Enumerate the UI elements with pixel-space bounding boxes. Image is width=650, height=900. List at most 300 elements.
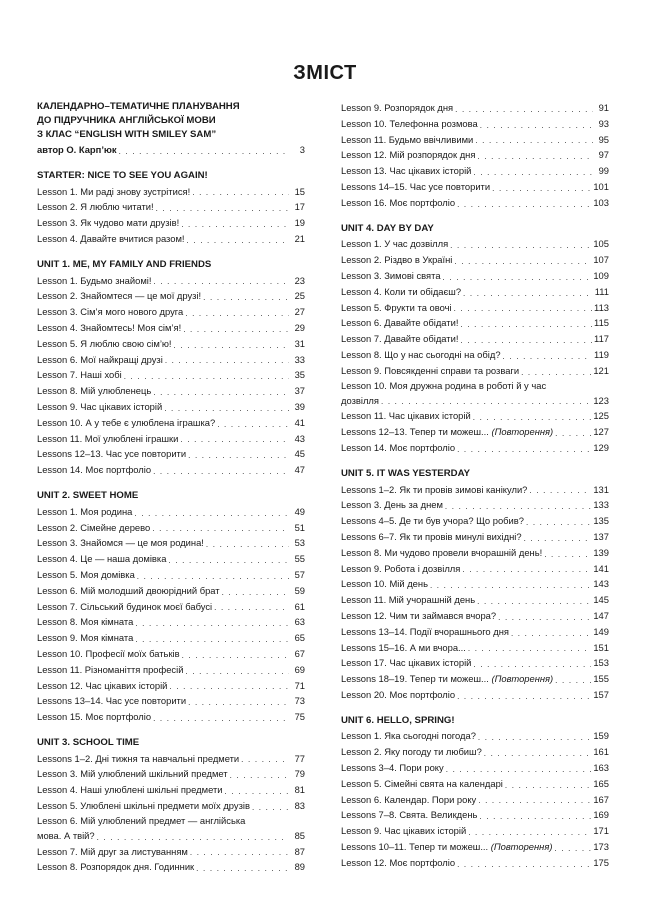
leader-dots bbox=[97, 831, 289, 844]
leader-dots bbox=[511, 627, 591, 640]
toc-entry[interactable] bbox=[341, 179, 609, 195]
leader-dots bbox=[526, 516, 591, 529]
entry-title: Lesson 5. Фрукти та овочі bbox=[341, 301, 452, 313]
entry-page: 61 bbox=[294, 600, 305, 612]
leader-dots bbox=[135, 633, 289, 646]
leader-dots bbox=[454, 302, 592, 315]
toc-entry[interactable] bbox=[37, 520, 305, 536]
entry-title: Lesson 2. Яку погоду ти любиш? bbox=[341, 746, 482, 758]
entry-title: Lessons 10–11. Тепер ти можеш... (Повторення) bbox=[341, 841, 553, 853]
leader-dots bbox=[188, 449, 289, 462]
entry-title: Lesson 3. Мій улюблений шкільний предмет bbox=[37, 768, 228, 780]
toc-left-column bbox=[37, 100, 305, 875]
leader-dots bbox=[463, 287, 593, 300]
entry-title: Lesson 10. А у тебе є улюблена іграшка? bbox=[37, 416, 216, 428]
toc-entry[interactable] bbox=[341, 315, 609, 331]
leader-dots bbox=[241, 753, 289, 766]
entry-page: 149 bbox=[593, 625, 609, 637]
leader-dots bbox=[529, 484, 591, 497]
entry-title: Lesson 6. Мої найкращі друзі bbox=[37, 353, 163, 365]
entry-title: Lesson 2. Різдво в Україні bbox=[341, 254, 453, 266]
entry-page: 79 bbox=[294, 768, 305, 780]
entry-title: Lesson 7. Мій друг за листуванням bbox=[37, 845, 188, 857]
leader-dots bbox=[521, 366, 591, 379]
entry-title: Lesson 6. Календар. Пори року bbox=[341, 793, 477, 805]
toc-section bbox=[341, 466, 609, 703]
toc-section bbox=[341, 221, 609, 456]
leader-dots bbox=[252, 801, 289, 814]
entry-title: Lesson 4. Знайомтесь! Моя сім’я! bbox=[37, 321, 182, 333]
entry-page: 107 bbox=[593, 254, 609, 266]
section-heading: UNIT 3. SCHOOL TIME bbox=[37, 736, 140, 748]
entry-title: Lesson 9. Повсякденні справи та розваги bbox=[341, 364, 520, 376]
entry-title: Lesson 4. Коли ти обідаєш? bbox=[341, 285, 462, 297]
toc-entry[interactable] bbox=[341, 671, 609, 687]
entry-title: Lesson 4. Це — наша домівка bbox=[37, 553, 167, 565]
leader-dots bbox=[460, 334, 592, 347]
leader-dots bbox=[230, 769, 289, 782]
entry-title: Lesson 5. Я люблю свою сім’ю! bbox=[37, 337, 172, 349]
entry-title: Lesson 1. Яка сьогодні погода? bbox=[341, 730, 476, 742]
leader-dots bbox=[174, 339, 289, 352]
entry-page: 157 bbox=[593, 688, 609, 700]
toc-section bbox=[37, 257, 305, 478]
entry-title-line: Lesson 6. Мій улюблений предмет — англійська bbox=[37, 814, 246, 826]
entry-page: 131 bbox=[593, 483, 609, 495]
leader-dots bbox=[473, 166, 593, 179]
toc-entry[interactable] bbox=[37, 462, 305, 478]
entry-title: Lesson 9. Моя кімната bbox=[37, 632, 134, 644]
intro-line: З КЛАС “ENGLISH WITH SMILEY SAM” bbox=[37, 129, 217, 140]
entry-title: Lesson 10. Професії моїх батьків bbox=[37, 647, 180, 659]
leader-dots bbox=[153, 275, 289, 288]
entry-page: 137 bbox=[593, 530, 609, 542]
toc-section bbox=[341, 100, 609, 211]
section-heading: UNIT 1. ME, MY FAMILY AND FRIENDS bbox=[37, 258, 212, 270]
leader-dots bbox=[492, 182, 591, 195]
entry-page: 81 bbox=[294, 784, 305, 796]
toc-entry[interactable] bbox=[37, 504, 305, 520]
toc-entry[interactable] bbox=[37, 828, 305, 844]
toc-entry[interactable] bbox=[341, 744, 609, 760]
leader-dots bbox=[446, 763, 592, 776]
entry-page: 55 bbox=[294, 553, 305, 565]
entry-page: 63 bbox=[294, 616, 305, 628]
toc-entry[interactable] bbox=[341, 100, 609, 116]
toc-entry[interactable] bbox=[37, 431, 305, 447]
toc-entry[interactable] bbox=[37, 231, 305, 247]
toc-entry[interactable] bbox=[341, 440, 609, 456]
entry-title: Lessons 6–7. Як ти провів минулі вихідні? bbox=[341, 530, 522, 542]
leader-dots bbox=[124, 370, 289, 383]
leader-dots bbox=[188, 696, 289, 709]
entry-title: Lesson 11. Різноманіття професій bbox=[37, 663, 184, 675]
leader-dots bbox=[468, 826, 591, 839]
toc-entry[interactable] bbox=[37, 844, 305, 860]
entry-title: Lesson 1. Будьмо знайомі! bbox=[37, 274, 152, 286]
leader-dots bbox=[185, 665, 289, 678]
entry-title: Lesson 2. Сімейне дерево bbox=[37, 521, 151, 533]
entry-page: 133 bbox=[593, 499, 609, 511]
toc-entry[interactable] bbox=[341, 236, 609, 252]
leader-dots bbox=[503, 350, 593, 363]
entry-page: 111 bbox=[594, 285, 609, 297]
leader-dots bbox=[473, 411, 592, 424]
entry-title: дозвілля bbox=[341, 394, 379, 406]
toc-entry[interactable] bbox=[37, 446, 305, 462]
toc-entry[interactable] bbox=[37, 367, 305, 383]
leader-dots bbox=[153, 386, 289, 399]
toc-entry[interactable] bbox=[37, 551, 305, 567]
toc-section bbox=[37, 488, 305, 725]
toc-entry[interactable] bbox=[341, 284, 609, 300]
entry-note: (Повторення) bbox=[491, 673, 554, 685]
leader-dots bbox=[206, 538, 289, 551]
toc-entry[interactable] bbox=[37, 630, 305, 646]
leader-dots bbox=[479, 810, 591, 823]
leader-dots bbox=[152, 522, 289, 535]
entry-page: 47 bbox=[294, 464, 305, 476]
leader-dots bbox=[119, 145, 289, 158]
entry-page: 139 bbox=[593, 546, 609, 558]
entry-page: 119 bbox=[594, 348, 609, 360]
entry-title: Lesson 9. Робота і дозвілля bbox=[341, 562, 461, 574]
entry-page: 59 bbox=[294, 584, 305, 596]
leader-dots bbox=[164, 402, 289, 415]
toc-entry[interactable] bbox=[37, 599, 305, 615]
entry-page: 15 bbox=[294, 185, 305, 197]
entry-page: 109 bbox=[593, 269, 609, 281]
toc-entry[interactable] bbox=[341, 363, 609, 379]
toc-entry[interactable] bbox=[341, 393, 609, 409]
toc-entry[interactable] bbox=[341, 807, 609, 823]
toc-entry[interactable] bbox=[341, 408, 609, 424]
leader-dots bbox=[455, 103, 593, 116]
entry-note: (Повторення) bbox=[491, 426, 554, 438]
entry-page: 89 bbox=[294, 861, 305, 873]
toc-entry[interactable] bbox=[37, 751, 305, 767]
entry-title: Lesson 4. Наші улюблені шкільні предмети bbox=[37, 784, 223, 796]
entry-page: 83 bbox=[294, 800, 305, 812]
entry-page: 95 bbox=[598, 133, 609, 145]
toc-entry[interactable] bbox=[37, 782, 305, 798]
toc-entry[interactable] bbox=[341, 576, 609, 592]
entry-page: 153 bbox=[593, 657, 609, 669]
entry-title: Lesson 5. Сімейні свята на календарі bbox=[341, 777, 503, 789]
entry-page: 33 bbox=[294, 353, 305, 365]
entry-title: Lesson 1. Моя родина bbox=[37, 505, 133, 517]
entry-title: Lesson 3. Зимові свята bbox=[341, 269, 441, 281]
entry-page: 57 bbox=[294, 568, 305, 580]
toc-entry[interactable] bbox=[37, 766, 305, 782]
page-title: ЗМІСТ bbox=[293, 62, 357, 84]
toc-entry[interactable] bbox=[341, 655, 609, 671]
leader-dots bbox=[222, 586, 289, 599]
leader-dots bbox=[450, 239, 591, 252]
entry-page: 159 bbox=[593, 730, 609, 742]
entry-title: Lessons 7–8. Свята. Великдень bbox=[341, 809, 478, 821]
entry-title: Lesson 8. Що у нас сьогодні на обід? bbox=[341, 348, 501, 360]
toc-entry[interactable] bbox=[37, 304, 305, 320]
toc-entry[interactable] bbox=[341, 347, 609, 363]
entry-title: Lesson 11. Будьмо ввічливими bbox=[341, 133, 474, 145]
leader-dots bbox=[203, 291, 289, 304]
toc-entry[interactable] bbox=[37, 535, 305, 551]
entry-page: 169 bbox=[593, 809, 609, 821]
leader-dots bbox=[457, 690, 591, 703]
toc-entry[interactable] bbox=[341, 728, 609, 744]
toc-entry[interactable] bbox=[37, 678, 305, 694]
entry-page: 105 bbox=[593, 238, 609, 250]
entry-page: 93 bbox=[598, 117, 609, 129]
toc-entry[interactable] bbox=[341, 300, 609, 316]
toc-entry[interactable] bbox=[341, 147, 609, 163]
entry-title: автор О. Карп’юк bbox=[37, 144, 117, 155]
toc-entry[interactable] bbox=[341, 482, 609, 498]
toc-entry[interactable] bbox=[341, 823, 609, 839]
entry-page: 77 bbox=[294, 752, 305, 764]
leader-dots bbox=[524, 532, 592, 545]
toc-entry[interactable] bbox=[37, 320, 305, 336]
entry-title: Lesson 4. Давайте вчитися разом! bbox=[37, 232, 185, 244]
leader-dots bbox=[445, 500, 591, 513]
leader-dots bbox=[430, 579, 591, 592]
entry-page: 51 bbox=[294, 521, 305, 533]
toc-entry[interactable] bbox=[341, 195, 609, 211]
entry-page: 123 bbox=[593, 394, 609, 406]
entry-page: 99 bbox=[598, 165, 609, 177]
entry-title: Lesson 20. Моє портфоліо bbox=[341, 688, 456, 700]
leader-dots bbox=[156, 202, 289, 215]
leader-dots bbox=[477, 595, 591, 608]
toc-entry[interactable] bbox=[37, 567, 305, 583]
entry-page: 141 bbox=[593, 562, 609, 574]
toc-entry[interactable] bbox=[341, 624, 609, 640]
toc-entry[interactable] bbox=[341, 687, 609, 703]
toc-entry[interactable] bbox=[37, 583, 305, 599]
entry-page: 3 bbox=[299, 144, 305, 155]
toc-entry[interactable] bbox=[341, 163, 609, 179]
leader-dots bbox=[443, 271, 592, 284]
entry-title: Lesson 2. Знайомтеся — це мої друзі! bbox=[37, 290, 202, 302]
toc-entry[interactable] bbox=[37, 614, 305, 630]
entry-title: Lesson 1. У час дозвілля bbox=[341, 238, 449, 250]
toc-entry[interactable] bbox=[341, 855, 609, 871]
entry-title: Lesson 11. Час цікавих історій bbox=[341, 410, 471, 422]
entry-page: 39 bbox=[294, 400, 305, 412]
leader-dots bbox=[468, 642, 591, 655]
entry-page: 69 bbox=[294, 663, 305, 675]
entry-page: 27 bbox=[294, 306, 305, 318]
toc-entry[interactable] bbox=[37, 383, 305, 399]
toc-entry[interactable] bbox=[37, 288, 305, 304]
entry-page: 167 bbox=[593, 793, 609, 805]
toc-entry[interactable] bbox=[341, 252, 609, 268]
leader-dots bbox=[478, 731, 591, 744]
entry-title: Lesson 12. Моє портфоліо bbox=[341, 856, 456, 868]
entry-page: 125 bbox=[593, 410, 609, 422]
toc-entry-author[interactable] bbox=[37, 142, 305, 158]
leader-dots bbox=[180, 433, 289, 446]
entry-note: (Повторення) bbox=[490, 841, 553, 853]
entry-page: 35 bbox=[294, 369, 305, 381]
intro-block bbox=[37, 100, 305, 158]
leader-dots bbox=[480, 119, 593, 132]
toc-entry[interactable] bbox=[37, 859, 305, 875]
toc-entry[interactable] bbox=[341, 608, 609, 624]
toc-entry[interactable] bbox=[37, 336, 305, 352]
leader-dots bbox=[183, 323, 289, 336]
toc-entry[interactable] bbox=[341, 592, 609, 608]
toc-entry[interactable] bbox=[341, 513, 609, 529]
entry-title: Lesson 11. Мої улюблені іграшки bbox=[37, 432, 179, 444]
toc-entry[interactable] bbox=[37, 798, 305, 814]
entry-page: 135 bbox=[593, 515, 609, 527]
toc-entry[interactable] bbox=[37, 352, 305, 368]
entry-page: 151 bbox=[593, 641, 609, 653]
toc-entry[interactable] bbox=[37, 646, 305, 662]
entry-title: Lesson 7. Давайте обідати! bbox=[341, 333, 459, 345]
leader-dots bbox=[544, 548, 591, 561]
entry-page: 161 bbox=[593, 746, 609, 758]
leader-dots bbox=[473, 658, 591, 671]
toc-entry[interactable] bbox=[341, 424, 609, 440]
leader-dots bbox=[181, 218, 289, 231]
section-heading: UNIT 4. DAY BY DAY bbox=[341, 222, 434, 234]
entry-page: 163 bbox=[593, 762, 609, 774]
entry-title: Lesson 8. Ми чудово провели вчорашній день! bbox=[341, 546, 543, 558]
entry-page: 65 bbox=[294, 632, 305, 644]
toc-entry[interactable] bbox=[341, 497, 609, 513]
entry-page: 175 bbox=[593, 856, 609, 868]
toc-entry[interactable] bbox=[37, 184, 305, 200]
section-heading: UNIT 5. IT WAS YESTERDAY bbox=[341, 467, 471, 479]
toc-entry[interactable] bbox=[37, 662, 305, 678]
entry-page: 97 bbox=[598, 149, 609, 161]
toc-entry[interactable] bbox=[341, 760, 609, 776]
leader-dots bbox=[555, 674, 591, 687]
toc-entry[interactable] bbox=[341, 132, 609, 148]
leader-dots bbox=[137, 570, 289, 583]
entry-title: Lesson 12. Час цікавих історій bbox=[37, 679, 168, 691]
leader-dots bbox=[135, 617, 289, 630]
toc-entry[interactable] bbox=[37, 215, 305, 231]
leader-dots bbox=[457, 198, 591, 211]
entry-title: Lesson 3. Як чудово мати друзів! bbox=[37, 217, 180, 229]
entry-page: 29 bbox=[294, 321, 305, 333]
entry-page: 67 bbox=[294, 647, 305, 659]
intro-line: КАЛЕНДАРНО–ТЕМАТИЧНЕ ПЛАНУВАННЯ bbox=[37, 101, 240, 112]
entry-title: Lesson 9. Час цікавих історій bbox=[37, 400, 163, 412]
entry-page: 71 bbox=[294, 679, 305, 691]
leader-dots bbox=[498, 611, 591, 624]
leader-dots bbox=[153, 465, 289, 478]
entry-title: Lesson 9. Розпорядок дня bbox=[341, 102, 454, 113]
entry-title: Lesson 3. День за днем bbox=[341, 499, 443, 511]
toc-entry[interactable] bbox=[341, 545, 609, 561]
entry-page: 173 bbox=[593, 841, 609, 853]
entry-title: Lesson 5. Моя домівка bbox=[37, 568, 135, 580]
toc-entry[interactable] bbox=[341, 839, 609, 855]
toc-entry[interactable] bbox=[341, 268, 609, 284]
section-heading: UNIT 6. HELLO, SPRING! bbox=[341, 714, 455, 726]
section-heading: STARTER: NICE TO SEE YOU AGAIN! bbox=[37, 169, 208, 181]
leader-dots bbox=[457, 858, 591, 871]
toc-entry[interactable] bbox=[341, 792, 609, 808]
entry-title: Lesson 17. Час цікавих історій bbox=[341, 657, 472, 669]
entry-page: 21 bbox=[294, 232, 305, 244]
leader-dots bbox=[460, 318, 592, 331]
toc-entry[interactable] bbox=[341, 529, 609, 545]
entry-page: 23 bbox=[294, 274, 305, 286]
toc-entry[interactable] bbox=[341, 776, 609, 792]
leader-dots bbox=[196, 862, 289, 875]
entry-title: Lesson 5. Улюблені шкільні предмети моїх друзів bbox=[37, 800, 250, 812]
entry-page: 19 bbox=[294, 217, 305, 229]
entry-page: 115 bbox=[594, 317, 609, 329]
leader-dots bbox=[190, 846, 289, 859]
entry-page: 129 bbox=[593, 441, 609, 453]
entry-title: Lessons 13–14. Час усе повторити bbox=[37, 695, 187, 707]
leader-dots bbox=[214, 601, 289, 614]
leader-dots bbox=[381, 395, 591, 408]
leader-dots bbox=[505, 779, 591, 792]
toc-entry[interactable] bbox=[341, 640, 609, 656]
entry-page: 165 bbox=[593, 777, 609, 789]
entry-title: Lessons 14–15. Час усе повторити bbox=[341, 180, 491, 192]
entry-page: 87 bbox=[294, 845, 305, 857]
entry-page: 49 bbox=[294, 505, 305, 517]
leader-dots bbox=[484, 747, 592, 760]
entry-page: 127 bbox=[593, 426, 609, 438]
entry-page: 31 bbox=[294, 337, 305, 349]
toc-entry[interactable] bbox=[37, 693, 305, 709]
toc-entry[interactable] bbox=[341, 331, 609, 347]
toc-entry[interactable] bbox=[37, 415, 305, 431]
entry-title: Lessons 15–16. А ми вчора... bbox=[341, 641, 466, 653]
leader-dots bbox=[165, 354, 289, 367]
leader-dots bbox=[168, 554, 289, 567]
entry-page: 75 bbox=[294, 711, 305, 723]
entry-title: Lesson 8. Моя кімната bbox=[37, 616, 134, 628]
entry-title: Lesson 8. Мій улюбленець bbox=[37, 385, 152, 397]
entry-page: 117 bbox=[594, 333, 609, 345]
entry-title: Lesson 12. Чим ти займався вчора? bbox=[341, 609, 497, 621]
leader-dots bbox=[153, 712, 289, 725]
entry-title: Lessons 3–4. Пори року bbox=[341, 762, 444, 774]
entry-title: Lessons 12–13. Час усе повторити bbox=[37, 448, 187, 460]
entry-page: 85 bbox=[294, 829, 305, 841]
entry-title: Lesson 15. Моє портфоліо bbox=[37, 711, 152, 723]
entry-page: 121 bbox=[593, 364, 609, 376]
entry-title: Lesson 11. Мій учорашній день bbox=[341, 594, 476, 606]
entry-title: Lesson 10. Мій день bbox=[341, 578, 428, 590]
toc-entry[interactable] bbox=[37, 199, 305, 215]
entry-title: Lesson 1. Ми раді знову зустрітися! bbox=[37, 185, 191, 197]
toc-entry[interactable] bbox=[37, 709, 305, 725]
toc-entry[interactable] bbox=[341, 116, 609, 132]
toc-entry[interactable] bbox=[37, 273, 305, 289]
leader-dots bbox=[462, 563, 591, 576]
toc-entry[interactable] bbox=[341, 561, 609, 577]
leader-dots bbox=[475, 134, 593, 147]
toc-entry[interactable] bbox=[37, 399, 305, 415]
entry-page: 143 bbox=[593, 578, 609, 590]
entry-title: Lesson 7. Сільський будинок моєї бабусі bbox=[37, 600, 213, 612]
entry-title: Lesson 16. Моє портфоліо bbox=[341, 196, 456, 208]
toc-right-column bbox=[341, 100, 609, 871]
entry-title: Lessons 4–5. Де ти був учора? Що робив? bbox=[341, 515, 524, 527]
